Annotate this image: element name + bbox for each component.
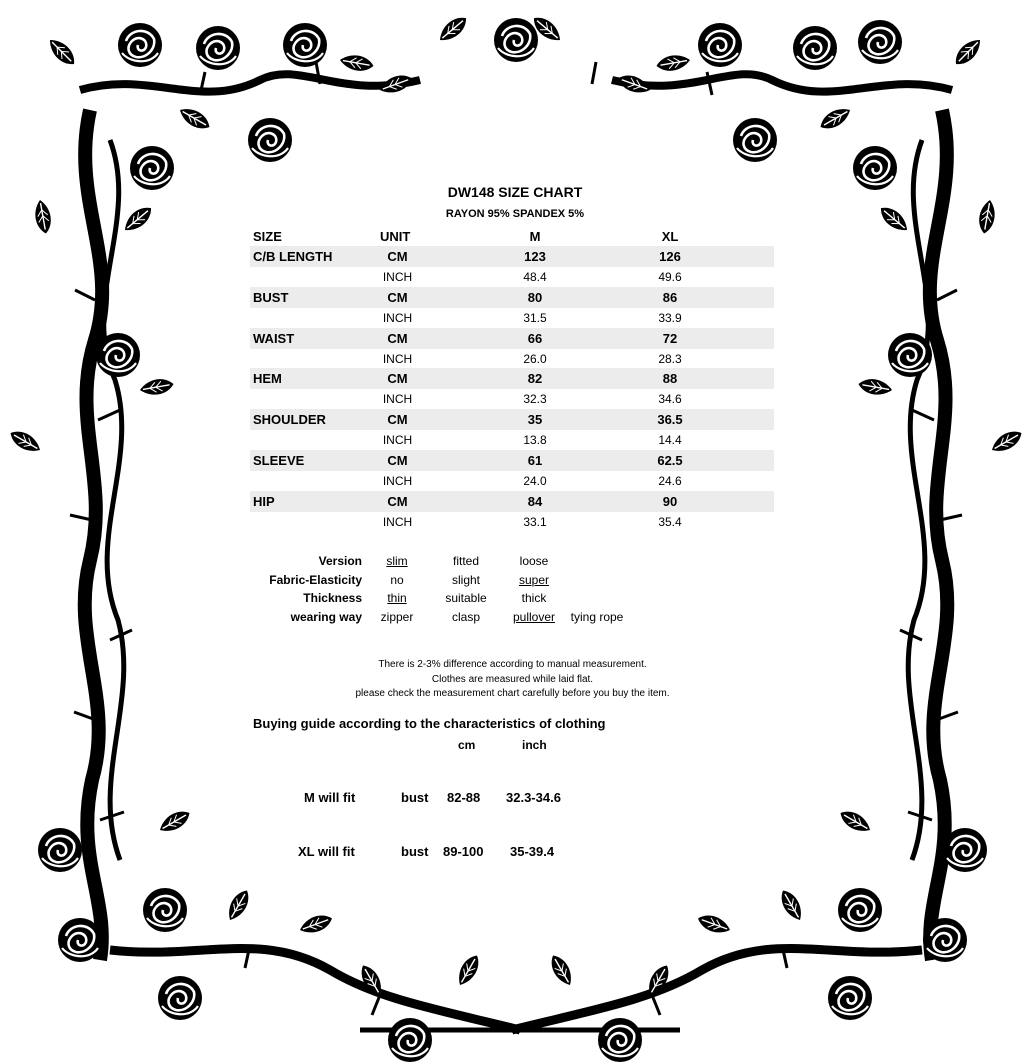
table-row-inch xyxy=(250,389,774,409)
value-xl-cm: 86 xyxy=(662,289,678,305)
attribute-option: clasp xyxy=(451,609,480,624)
attribute-option: zipper xyxy=(380,609,414,624)
fit-size: XL will fit xyxy=(298,844,355,859)
value-xl-inch: 49.6 xyxy=(658,270,682,284)
table-row-cm xyxy=(250,450,774,471)
attribute-option: loose xyxy=(519,554,549,568)
value-m-cm: 61 xyxy=(527,452,543,468)
attribute-option: fitted xyxy=(452,554,479,568)
value-m-inch: 48.4 xyxy=(523,270,547,284)
attribute-label: wearing way xyxy=(290,609,362,624)
measure-name: HIP xyxy=(253,493,275,509)
table-row-cm xyxy=(250,491,774,512)
attribute-option: no xyxy=(390,572,404,587)
note-line: There is 2-3% difference according to manual measurement. xyxy=(378,659,647,670)
attribute-label: Fabric-Elasticity xyxy=(269,572,362,587)
table-row-cm xyxy=(250,246,774,267)
attribute-option: super xyxy=(518,572,550,587)
table-row-inch xyxy=(250,430,774,450)
note-line: please check the measurement chart carefully before you buy the item. xyxy=(355,688,670,699)
value-m-inch: 33.1 xyxy=(523,514,547,529)
value-m-cm: 35 xyxy=(527,412,543,428)
attribute-label: Version xyxy=(318,554,362,568)
value-m-cm: 123 xyxy=(524,249,546,264)
attribute-option: slim xyxy=(386,554,408,568)
value-m-inch: 31.5 xyxy=(523,310,547,325)
attribute-option: thin xyxy=(387,591,407,605)
value-xl-inch: 34.6 xyxy=(658,392,682,407)
unit-inch: INCH xyxy=(382,270,413,284)
fit-part: bust xyxy=(401,844,429,859)
value-m-inch: 24.0 xyxy=(523,473,547,488)
table-row-cm xyxy=(250,409,774,430)
table-row-inch xyxy=(250,267,774,287)
value-xl-inch: 35.4 xyxy=(658,514,682,529)
fit-size: M will fit xyxy=(304,790,356,805)
value-m-inch: 13.8 xyxy=(523,433,547,448)
note-line: Clothes are measured while laid flat. xyxy=(431,673,594,685)
unit-inch: INCH xyxy=(382,310,413,325)
value-xl-inch: 14.4 xyxy=(658,433,682,448)
unit-inch: INCH xyxy=(382,351,413,366)
table-row-inch xyxy=(250,512,774,532)
unit-cm: CM xyxy=(387,330,408,346)
unit-cm: CM xyxy=(387,249,408,264)
table-row-cm xyxy=(250,368,774,389)
fit-cm: 89-100 xyxy=(443,844,484,859)
attribute-option: tying rope xyxy=(570,609,624,624)
unit-cm: CM xyxy=(387,371,408,387)
fit-inch: 32.3-34.6 xyxy=(506,790,561,805)
fit-inch: 35-39.4 xyxy=(510,844,555,859)
guide-unit-inch: inch xyxy=(522,738,547,752)
attribute-option: thick xyxy=(521,591,547,605)
fabric-composition: RAYON 95% SPANDEX 5% xyxy=(445,208,585,220)
size-table xyxy=(250,226,774,532)
value-xl-cm: 88 xyxy=(662,371,678,387)
value-xl-cm: 36.5 xyxy=(657,412,683,428)
value-m-inch: 26.0 xyxy=(523,351,547,366)
measure-name: SHOULDER xyxy=(253,412,326,428)
measure-name: BUST xyxy=(253,289,289,305)
guide-unit-cm: cm xyxy=(458,738,476,752)
table-row-inch xyxy=(250,308,774,328)
fit-part: bust xyxy=(401,790,429,805)
attribute-option: pullover xyxy=(512,609,556,624)
value-m-inch: 32.3 xyxy=(523,392,547,407)
unit-inch: INCH xyxy=(382,392,413,407)
unit-inch: INCH xyxy=(382,433,413,448)
unit-cm: CM xyxy=(387,412,408,428)
table-header xyxy=(250,226,774,246)
value-xl-inch: 28.3 xyxy=(658,351,682,366)
header-xl: XL xyxy=(661,229,679,244)
value-m-cm: 82 xyxy=(527,371,543,387)
unit-cm: CM xyxy=(387,452,408,468)
value-m-cm: 80 xyxy=(527,289,543,305)
measurement-notes xyxy=(300,658,725,702)
unit-cm: CM xyxy=(387,493,408,509)
value-xl-inch: 24.6 xyxy=(658,473,682,488)
measure-name: HEM xyxy=(253,371,282,387)
value-m-cm: 66 xyxy=(527,330,543,346)
measure-name: SLEEVE xyxy=(253,452,305,468)
measure-name: WAIST xyxy=(253,330,295,346)
value-xl-cm: 90 xyxy=(662,493,678,509)
table-row-inch xyxy=(250,471,774,491)
attribute-option: slight xyxy=(451,572,480,587)
unit-inch: INCH xyxy=(382,473,413,488)
value-xl-cm: 62.5 xyxy=(657,452,683,468)
value-xl-cm: 72 xyxy=(662,330,678,346)
header-size: SIZE xyxy=(253,229,282,244)
header-unit: UNIT xyxy=(380,229,411,244)
attribute-label: Thickness xyxy=(303,591,362,605)
value-m-cm: 84 xyxy=(527,493,543,509)
buying-guide-title: Buying guide according to the characteristics of clothing xyxy=(253,716,606,731)
table-row-inch xyxy=(250,349,774,369)
value-xl-inch: 33.9 xyxy=(658,310,682,325)
header-m: M xyxy=(529,229,541,244)
measure-name: C/B LENGTH xyxy=(253,249,333,264)
table-row-cm xyxy=(250,328,774,349)
value-xl-cm: 126 xyxy=(659,249,681,264)
page-title: DW148 SIZE CHART xyxy=(447,184,583,200)
table-row-cm xyxy=(250,287,774,308)
unit-cm: CM xyxy=(387,289,408,305)
attribute-option: suitable xyxy=(445,591,487,605)
fit-cm: 82-88 xyxy=(447,790,481,805)
unit-inch: INCH xyxy=(382,514,413,529)
